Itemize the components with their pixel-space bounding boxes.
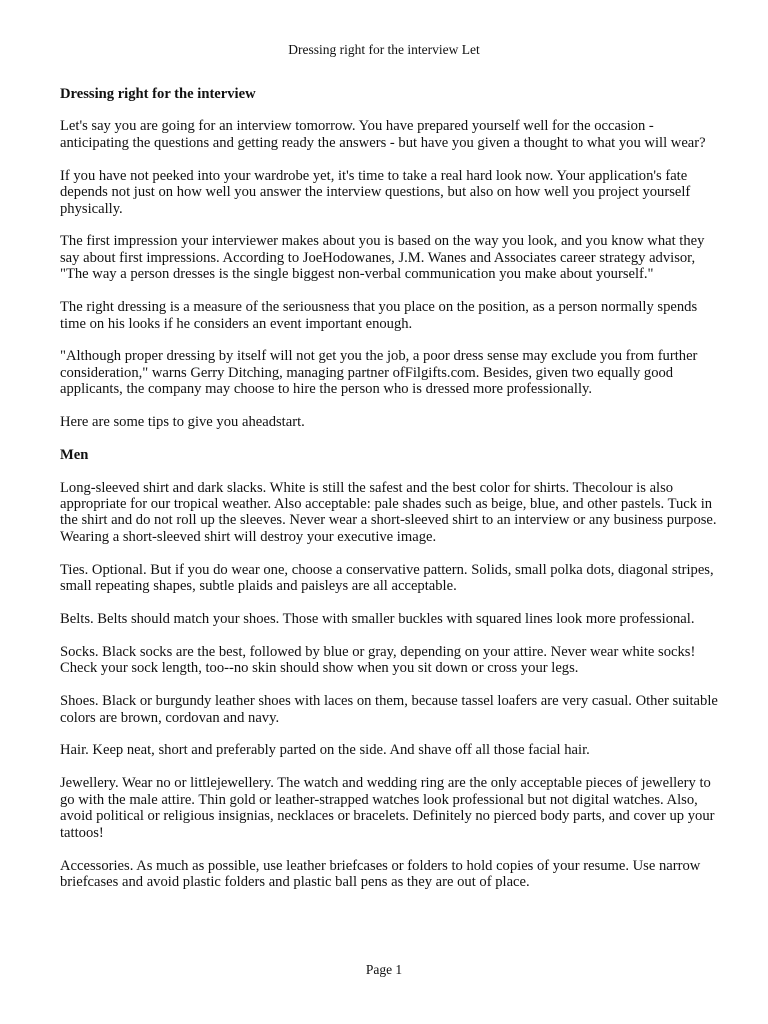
tip-ties: Ties. Optional. But if you do wear one, choose a conservative pattern. Solids, small polka dots, diagonal stripes, small repeating shapes, subtle plaids and paisleys are all acceptable. xyxy=(60,561,714,595)
tip-shirt: Long-sleeved shirt and dark slacks. White is still the safest and the best color for shirts. Thecolour is also appropriate for our tropical weather. Also acceptable: pale shades such as beige, blue, and other pastels. Tuck in the shirt and do not roll up the sleeves. Never wear a short-sleeved shirt to an interview or any business purpose. Wearing a short-sleeved shirt will destroy your executive image. xyxy=(60,479,717,545)
article-title: Dressing right for the interview xyxy=(60,86,256,102)
intro-paragraph: The right dressing is a measure of the seriousness that you place on the position, as a person normally spends time on his looks if he considers an event important enough. xyxy=(60,299,698,332)
tip-accessories: Accessories. As much as possible, use leather briefcases or folders to hold copies of your resume. Use narrow briefcases and avoid plastic folders and plastic ball pens as they are out of place. xyxy=(60,857,701,890)
tip-socks: Socks. Black socks are the best, followed by blue or gray, depending on your attire. Never wear white socks! Check your sock length, too--no skin should show when you sit down or cross your legs. xyxy=(60,643,696,677)
tip-jewellery: Jewellery. Wear no or littlejewellery. The watch and wedding ring are the only acceptable pieces of jewellery to go with the male attire. Thin gold or leather-strapped watches look professional but not digital watches. Also, avoid political or religious insignias, necklaces or bracelets. Definitely no pierced body parts, and cover up your tattoos! xyxy=(60,775,715,841)
tip-shoes: Shoes. Black or burgundy leather shoes with laces on them, because tassel loafers are very casual. Other suitable colors are brown, cordovan and navy. xyxy=(60,693,718,726)
intro-paragraph: Let's say you are going for an interview tomorrow. You have prepared yourself well for the occasion - anticipating the questions and getting ready the answers - but have you given a thought to what you will wear? xyxy=(60,118,706,151)
tip-belts: Belts. Belts should match your shoes. Those with smaller buckles with squared lines look more professional. xyxy=(60,610,695,627)
intro-paragraph: "Although proper dressing by itself will not get you the job, a poor dress sense may exclude you from further consideration," warns Gerry Ditching, managing partner ofFilgifts.com. Besides, given two equally good applicants, the company may choose to hire the person who is dressed more professionally. xyxy=(60,348,698,398)
page-number: Page 1 xyxy=(365,962,403,977)
document-body xyxy=(60,86,720,907)
intro-paragraph: Here are some tips to give you aheadstart. xyxy=(60,414,305,431)
section-heading-men: Men xyxy=(60,447,89,464)
running-header: Dressing right for the interview Let xyxy=(288,42,480,57)
tip-hair: Hair. Keep neat, short and preferably parted on the side. And shave off all those facial hair. xyxy=(60,742,590,759)
intro-paragraph: If you have not peeked into your wardrobe yet, it's time to take a real hard look now. Your application's fate depends not just on how well you answer the interview questions, but also on how well you project yourself physically. xyxy=(60,167,691,217)
intro-paragraph: The first impression your interviewer makes about you is based on the way you look, and you know what they say about first impressions. According to JoeHodowanes, J.M. Wanes and Associates career strategy advisor, "The way a person dresses is the single biggest non-verbal communication you make about yourself." xyxy=(60,233,705,283)
